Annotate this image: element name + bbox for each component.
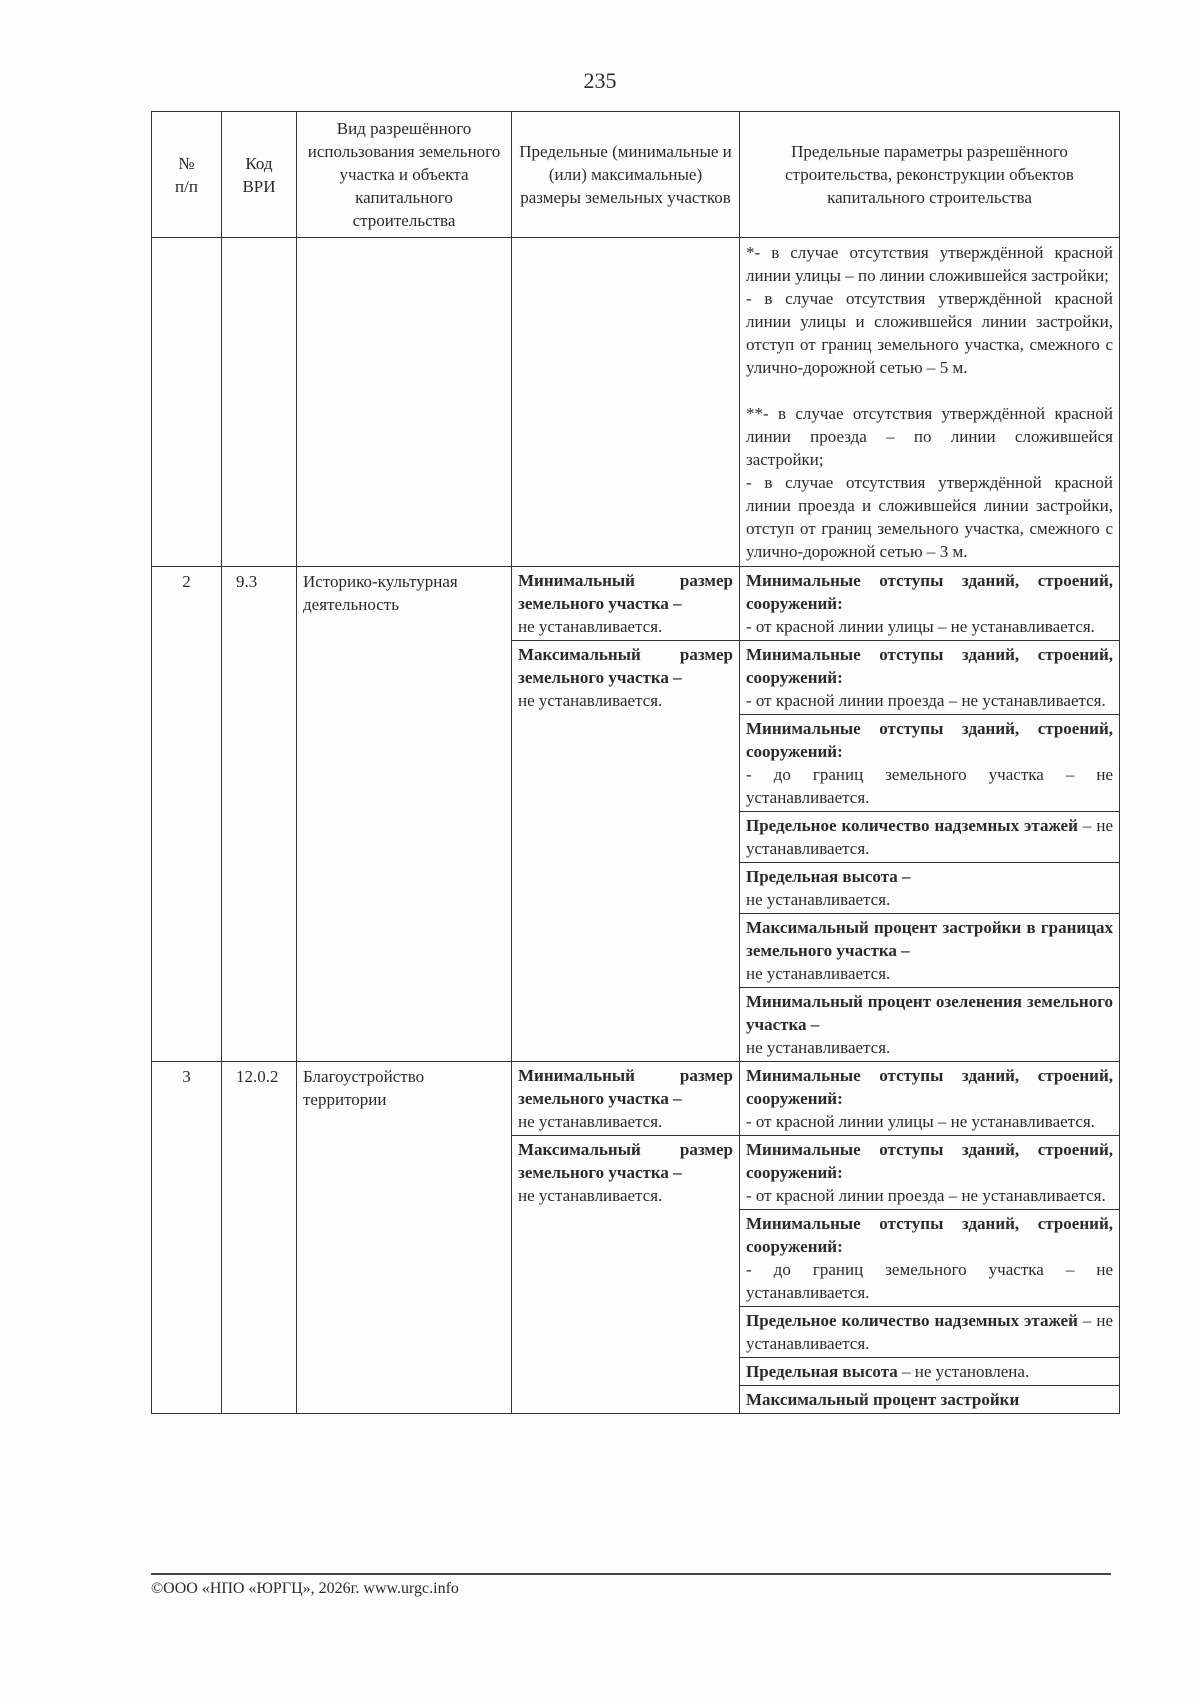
param-item: Минимальные отступы зданий, строений, сооружений: - до границ земельного участка – не устанавливается. [740, 715, 1119, 812]
row-number: 3 [152, 1062, 222, 1414]
continuation-row [152, 238, 1120, 567]
header-use-type: Вид разрешённого использования земельного участка и объекта капитального строительства [297, 112, 512, 238]
footer-divider [151, 1573, 1111, 1575]
footnote-driveway: **- в случае отсутствия утверждённой красной линии проезда – по линии сложившейся застройки; - в случае отсутствия утверждённой красной линии проезда и сложившейся линии застройки, отступ от границ земельного участка, смежного с улично-дорожной сетью – 3 м. [746, 404, 1113, 561]
param-item: Минимальные отступы зданий, строений, сооружений: - от красной линии улицы – не устанавливается. [740, 1062, 1119, 1136]
header-code: Код ВРИ [222, 112, 297, 238]
footnote-street: *- в случае отсутствия утверждённой красной линии улицы – по линии сложившейся застройки; - в случае отсутствия утверждённой красной линии улицы и сложившейся линии застройки, отступ от границ земельного участка, смежного с улично-дорожной сетью – 5 м. [746, 243, 1113, 377]
row-code: 12.0.2 [222, 1062, 297, 1414]
param-item: Минимальный процент озеленения земельного участка – не устанавливается. [746, 992, 1113, 1057]
row-params [740, 567, 1120, 1062]
table-row [152, 1062, 1120, 1414]
table-row [152, 567, 1120, 1062]
param-item: Предельная высота – не устанавливается. [740, 863, 1119, 914]
row-use-type: Благоустройство территории [297, 1062, 512, 1414]
param-item: Минимальные отступы зданий, строений, сооружений: - от красной линии улицы – не устанавливается. [740, 567, 1119, 641]
footnotes-cell [740, 238, 1120, 567]
row-number: 2 [152, 567, 222, 1062]
header-plot-sizes: Предельные (минимальные и (или) максимальные) размеры земельных участков [512, 112, 740, 238]
row-sizes [512, 567, 740, 1062]
param-item: Предельная высота – не установлена. [740, 1358, 1119, 1386]
header-build-params: Предельные параметры разрешённого строительства, реконструкции объектов капитального строительства [740, 112, 1120, 238]
param-item: Предельное количество надземных этажей – не устанавливается. [740, 812, 1119, 863]
header-number: № п/п [152, 112, 222, 238]
row-code: 9.3 [222, 567, 297, 1062]
size-min: Минимальный размер земельного участка – не устанавливается. [512, 567, 739, 641]
row-params [740, 1062, 1120, 1414]
table-header-row [152, 112, 1120, 238]
row-sizes [512, 1062, 740, 1414]
size-min: Минимальный размер земельного участка – не устанавливается. [512, 1062, 739, 1136]
size-max: Максимальный размер земельного участка – не устанавливается. [518, 1140, 733, 1205]
param-item: Максимальный процент застройки [746, 1390, 1020, 1409]
param-item: Предельное количество надземных этажей – не устанавливается. [740, 1307, 1119, 1358]
param-item: Минимальные отступы зданий, строений, сооружений: - от красной линии проезда – не устанавливается. [740, 1136, 1119, 1210]
row-use-type: Историко-культурная деятельность [297, 567, 512, 1062]
size-max: Максимальный размер земельного участка – не устанавливается. [518, 645, 733, 710]
param-item: Минимальные отступы зданий, строений, сооружений: - до границ земельного участка – не устанавливается. [740, 1210, 1119, 1307]
param-item: Максимальный процент застройки в границах земельного участка – не устанавливается. [740, 914, 1119, 988]
footer-copyright: ©ООО «НПО «ЮРГЦ», 2026г. www.urgc.info [151, 1580, 459, 1597]
param-item: Минимальные отступы зданий, строений, сооружений: - от красной линии проезда – не устанавливается. [740, 641, 1119, 715]
land-use-table [151, 111, 1120, 1414]
page-number: 235 [583, 68, 617, 93]
